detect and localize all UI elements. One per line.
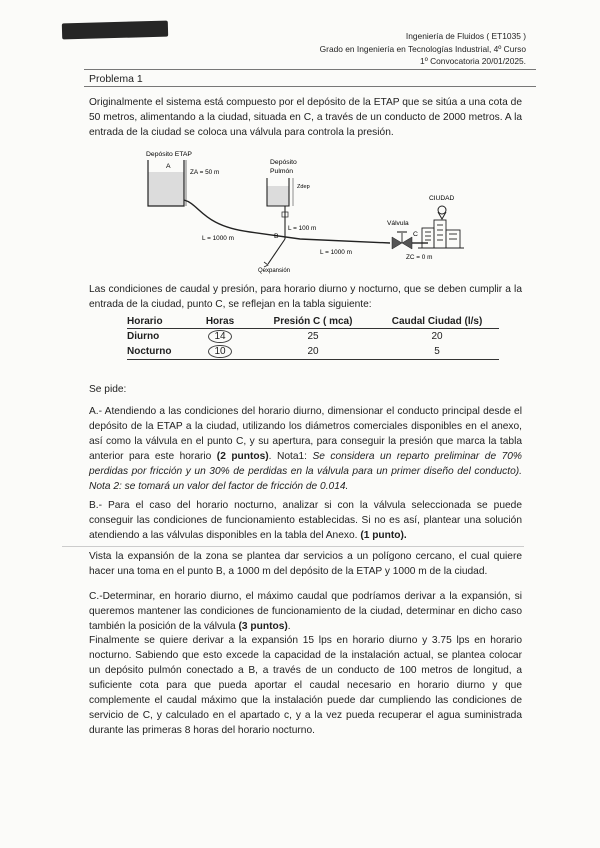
expansion-paragraph: Vista la expansión de la zona se plantea dar servicios a un polígono cercano, el cual quiere hacer una toma en el punto B, a 1000 m del depósito de la ETAP y 1000 m de la ciudad. [89,551,522,577]
conditions-paragraph: Las condiciones de caudal y presión, para horario diurno y nocturno, que se deben cumplir a la entrada de la ciudad, punto C, se reflejan en la tabla siguiente: [89,284,522,310]
l1000-right-label: L = 1000 m [320,249,352,256]
city-buildings-icon [418,220,464,248]
cell-caudal: 20 [431,331,443,342]
l100-label: L = 100 m [288,225,317,232]
part-a-paragraph [89,404,522,494]
part-c-text: C.-Determinar, en horario diurno, el máximo caudal que podríamos derivar a la expansión, si queremos mantener las condiciones de funcionamiento de la ciudad, determinar en dicho caso también la posición de la válvula [89,591,522,632]
cell-horas [189,344,251,360]
title-divider [84,86,536,87]
part-a-text: A.- Atendiendo a las condiciones del horario diurno, dimensionar el conducto principal desde el depósito de la ETAP a la ciudad, utilizando los diámetros comerciales disponibles en el anexo, así como la válvula en el punto C, y su apertura, para conseguir la presión que marca la tabla anterior para este horario [89,406,522,462]
etap-water [148,172,184,206]
redacted-name-block [62,21,168,40]
part-b-text: B.- Para el caso del horario nocturno, analizar si con la válvula seleccionada se puede conseguir las condiciones de funcionamiento establecidas. Si no es así, plantear una solución atendiendo a las válvulas disponibles en la tabla del Anexo. [89,500,522,541]
expansion-arrow-icon [264,262,268,267]
col-caudal: Caudal Ciudad (l/s) [375,315,499,329]
part-a-points: (2 puntos) [216,451,269,462]
course-name: Ingeniería de Fluidos ( ET1035 ) [405,31,526,41]
cell-horario: Diurno [127,331,160,342]
header-divider [84,69,536,70]
handwritten-stroke [62,546,524,547]
pulmon-label-1: Depósito [270,159,297,166]
col-presion: Presión C ( mca) [251,315,375,329]
pulmon-water [267,186,289,206]
point-b-label: B [274,233,279,240]
intro-paragraph: Originalmente el sistema está compuesto por el depósito de la ETAP que se sitúa a una cota de 50 metros, alimentando a la ciudad, situada en C, a través de un conducto de 2000 metros. A la entrada de la ciudad se coloca una válvula para controla la presión. [89,97,522,138]
final-paragraph: Finalmente se quiere derivar a la expansión 15 lps en horario diurno y 3.75 lps en horario nocturno. Sabiendo que esto excede la capacidad de la instalación actual, se plantea colocar un depósito pulmón conectado a B, a través de un conducto de 100 metros de longitud, a suficiente cota para que pueda aportar el caudal necesario en horario diurno y que complemente el caudal máximo que la instalación puede dar cumpliendo las condiciones de servicio de C, y calculado en el apartado c, y a la vez pueda recuperar el agua suministrada durante las primeras 8 horas del horario nocturno. [89,635,522,736]
degree-line: Grado en Ingeniería en Tecnologías Industrial, 4º Curso [319,43,526,54]
part-b-paragraph [89,498,522,543]
circled-hours: 14 [208,330,231,343]
table-row [127,329,499,345]
cell-presion: 20 [307,346,319,357]
etap-label: Depósito ETAP [146,151,192,158]
part-c-points: (3 puntos) [238,621,288,632]
pulmon-label-2: Pulmón [270,168,294,175]
expansion-pipe [268,239,285,264]
qexp-label: Qexpansión [258,268,291,274]
se-pide-label: Se pide: [89,384,127,395]
col-horario: Horario [127,315,189,329]
circled-hours: 10 [208,345,231,358]
conditions-table [127,315,499,360]
cell-caudal: 5 [434,346,440,357]
part-c-tail: . [287,621,291,632]
point-a-label: A [166,163,171,170]
exam-date: 1º Convocatoria 20/01/2025. [420,56,526,67]
cell-presion: 25 [307,331,319,342]
point-c-label: C [413,231,418,238]
problem-title: Problema 1 [89,73,143,85]
zc-label: ZC = 0 m [406,254,433,261]
cell-horario: Nocturno [127,346,172,357]
za-label: ZA = 50 m [190,169,220,176]
cell-horas [189,329,251,345]
table-row [127,344,499,360]
l1000-left-label: L = 1000 m [202,235,234,242]
part-a-note-lead: . Nota1: [268,451,313,462]
location-pin-icon [438,206,446,214]
city-label: CIUDAD [429,195,455,202]
part-a-note: Se considera un reparto preliminar de 70% perdidas por fricción y un 30% de perdidas en la válvula para un primer diseño del conducto). Nota 2: se tomará un valor del factor de fricción de 0.014. [89,451,522,492]
part-b-points: (1 punto). [360,530,407,541]
part-c-paragraph [89,589,522,634]
col-horas: Horas [189,315,251,329]
zdep-label: Zdep [297,184,310,190]
system-diagram [140,146,475,276]
valve-label: Válvula [387,220,409,227]
course-header [320,30,526,68]
